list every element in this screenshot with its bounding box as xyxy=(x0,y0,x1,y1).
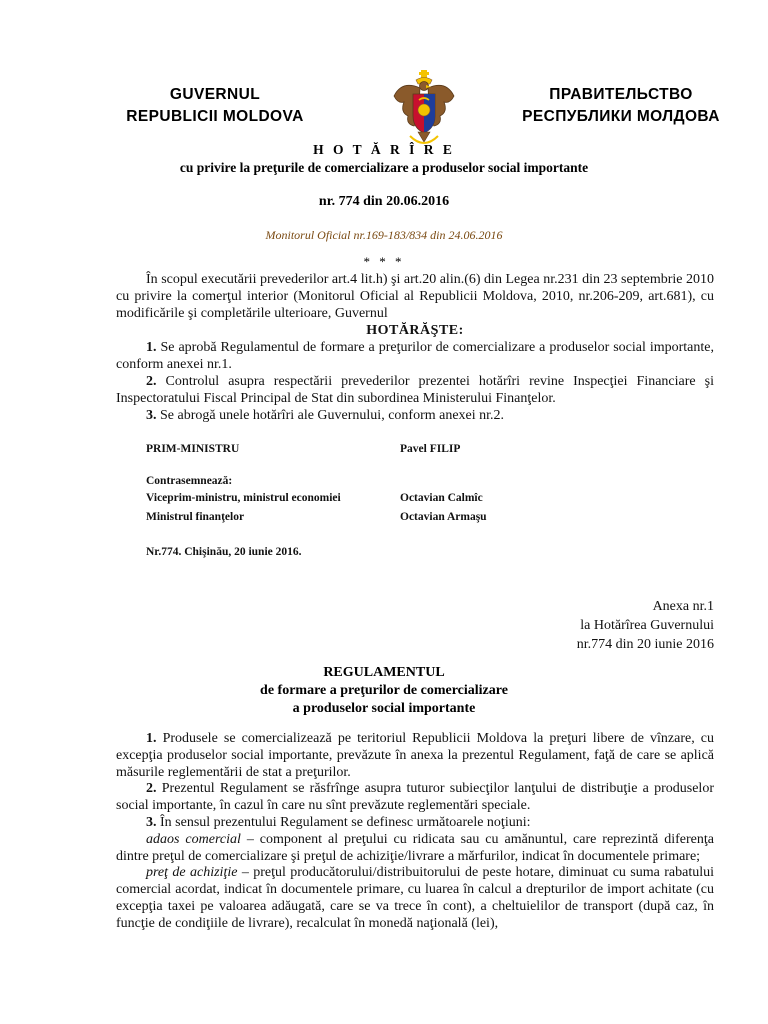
header-left-line1: GUVERNUL xyxy=(169,86,261,103)
point-text: În sensul prezentului Regulament se definesc următoarele noţiuni: xyxy=(156,814,531,830)
regulation-point-1 xyxy=(116,731,714,781)
countersign-label: Contrasemnează: xyxy=(146,475,233,487)
decision-body xyxy=(116,271,714,424)
annex-line2: la Hotărîrea Guvernului xyxy=(580,618,714,633)
regulation-heading: REGULAMENTUL xyxy=(323,665,445,680)
preamble-paragraph: În scopul executării prevederilor art.4 lit.h) şi art.20 alin.(6) din Legea nr.231 din 23 septembrie 2010 cu privire la comerţul interior (Monitorul Oficial al Republicii Moldova, 2010, nr.206-209, art.681), cu modificările şi completările ulterioare, Guvernul xyxy=(116,272,714,321)
header-left-line2: REPUBLICII MOLDOVA xyxy=(126,108,304,125)
point-text: Produsele se comercializează pe teritoriul Republicii Moldova la preţuri libere de vînzare, cu excepţia produselor social importante, prevăzute în anexa la prezentul Regulament, faţă de care se aplică măsurile reglementării de stat a preţurilor. xyxy=(116,731,714,780)
definition-term: preţ de achiziţie xyxy=(146,865,238,881)
place-and-date: Nr.774. Chişinău, 20 iunie 2016. xyxy=(146,546,302,558)
section-separator: * * * xyxy=(363,254,405,269)
prime-minister-name: Pavel FILIP xyxy=(400,443,461,455)
decision-point-2 xyxy=(116,373,714,407)
header-right-line1: ПРАВИТЕЛЬСТВО xyxy=(549,86,693,103)
definition-trade-markup xyxy=(116,832,714,866)
point-text: Se aprobă Regulamentul de formare a preţurilor de comercializare a produselor social importante, conform anexei nr.1. xyxy=(116,340,714,372)
official-monitor-reference: Monitorul Oficial nr.169-183/834 din 24.06.2016 xyxy=(265,228,503,242)
finance-minister-name: Octavian Armaşu xyxy=(400,511,487,523)
point-text: Controlul asupra respectării prevederilor prezentei hotărîri revine Inspecţiei Financiare şi Inspectoratului Fiscal Principal de Stat din subordinea Ministerului Finanţelor. xyxy=(116,374,714,406)
prime-minister-label: PRIM-MINISTRU xyxy=(146,443,240,455)
annex-line3: nr.774 din 20 iunie 2016 xyxy=(576,637,714,652)
regulation-subtitle-1: de formare a preţurilor de comercializare xyxy=(260,683,508,698)
definition-text: – preţul producătorului/distribuitorului de peste hotare, diminuat cu suma rabatului comercial acordat, indicat în documentele primare, cu luarea în calcul a drepturilor de import achitate (cu excepţia taxei pe valoarea adăugată, care se va trece în cont), a cheltuielilor de transport (după caz, în funcţie de condiţiile de livrare), recalculat în monedă naţională (lei), xyxy=(116,865,714,931)
point-text: Se abrogă unele hotărîri ale Guvernului, conform anexei nr.2. xyxy=(156,408,505,423)
definition-term: adaos comercial xyxy=(146,831,241,847)
definition-text: – component al preţului cu ridicata sau cu amănuntul, care reprezintă diferenţa dintre preţul de comercializare şi preţul de achiziţie/livrare a mărfurilor, indicat în documentele primare; xyxy=(116,831,714,864)
point-number: 2. xyxy=(146,781,157,797)
point-number: 3. xyxy=(146,408,157,423)
decision-number: nr. 774 din 20.06.2016 xyxy=(318,194,450,209)
deputy-minister-label: Viceprim-ministru, ministrul economiei xyxy=(146,492,341,504)
point-number: 1. xyxy=(146,340,157,355)
regulation-point-3 xyxy=(116,815,714,832)
government-name-russian xyxy=(508,84,734,128)
finance-minister-label: Ministrul finanţelor xyxy=(146,511,245,523)
regulation-subtitle-2: a produselor social importante xyxy=(292,701,476,716)
point-text: Prezentul Regulament se răsfrînge asupra tuturor subiecţilor lanţului de distribuţie a produselor social importante, în cazul în care nu sînt prevăzute reglementări speciale. xyxy=(116,781,714,814)
annex-reference xyxy=(577,597,714,654)
deputy-minister-name: Octavian Calmîc xyxy=(400,492,483,504)
header-right-line2: РЕСПУБЛИКИ МОЛДОВА xyxy=(522,108,720,125)
document-title: H O T Ă R Î R E xyxy=(313,142,455,157)
definition-purchase-price xyxy=(116,865,714,932)
point-number: 2. xyxy=(146,374,157,389)
government-name-romanian xyxy=(108,84,322,128)
decision-point-1 xyxy=(116,339,714,373)
point-number: 1. xyxy=(146,731,157,746)
regulation-title xyxy=(0,664,768,718)
document-subtitle: cu privire la preţurile de comercializare a produselor social importante xyxy=(179,160,589,175)
regulation-point-2 xyxy=(116,781,714,815)
annex-line1: Anexa nr.1 xyxy=(652,599,714,614)
decides-heading: HOTĂRĂŞTE: xyxy=(366,323,464,338)
point-number: 3. xyxy=(146,814,157,830)
regulation-body xyxy=(116,731,714,933)
decision-point-3 xyxy=(116,407,714,424)
